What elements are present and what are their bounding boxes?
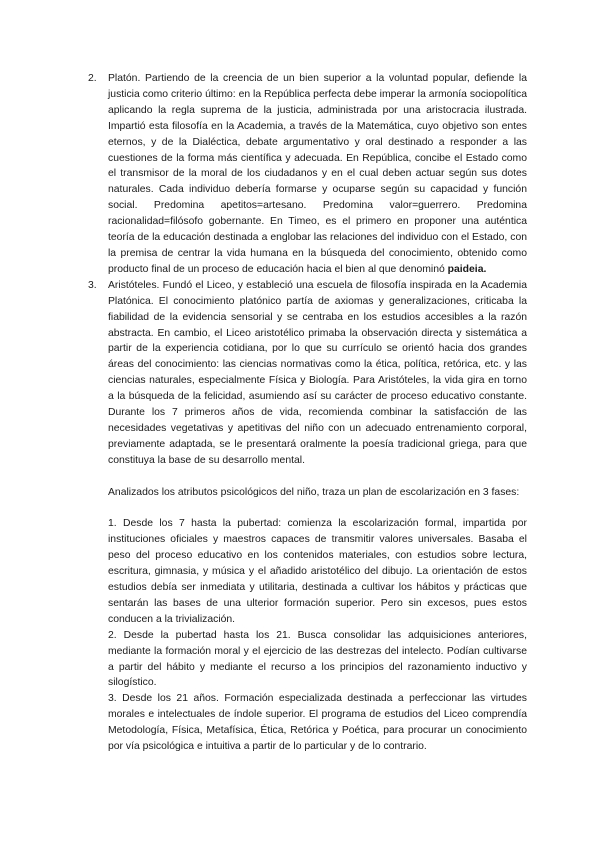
plato-paragraph (108, 71, 527, 278)
aristoteles-paragraph: Aristóteles. Fundó el Liceo, y estableció una escuela de filosofía inspirada en la Academia Platónica. El conocimiento platónico partía de axiomas y generalizaciones, criticaba la fiabilidad de la evidencia sensorial y se centraba en los estudios accesibles a la razón abstracta. En cambio, el Liceo aristotélico primaba la observación directa y sistemática a partir de la experiencia cotidiana, por lo que su currículo se orientó hacia dos grandes áreas del conocimiento: las ciencias normativas como la ética, política, retórica, etc. y las ciencias naturales, especialmente Física y Biología. Para Aristóteles, la vida gira en torno a la búsqueda de la felicidad, asumiendo así su carácter de proceso educativo constante. Durante los 7 primeros años de vida, recomienda combinar la satisfacción de las necesidades vegetativas y apetitivas del niño con un adecuado entrenamiento corporal, previamente adaptada, se le presentará oralmente la poesía tradicional griega, para que constituya la base de su desarrollo mental. (108, 279, 527, 466)
phase-2-paragraph: 2. Desde la pubertad hasta los 21. Busca consolidar las adquisiciones anteriores, mediante la formación moral y el ejercicio de las destrezas del intelecto. Podían cultivarse a partir del hábito y mediante el recurso a los principios del razonamiento inductivo y silogístico. (108, 629, 527, 689)
list-item-plato (88, 71, 527, 278)
plato-text: Platón. Partiendo de la creencia de un bien superior a la voluntad popular, defiende la justicia como criterio último: en la República perfecta debe imperar la armonía sociopolítica aplicando la regla suprema de la justicia, administrada por una aristocracia ilustrada. Impartió esta filosofía en la Academia, a través de la Matemática, cuyo objetivo son entes eternos, y de la Dialéctica, debate argumentativo y oral destinado a responder a las cuestiones de la forma más científica y adecuada. En República, concibe el Estado como el transmisor de la moral de los ciudadanos y en el cual deben actuar según sus dotes naturales. Cada individuo debería formarse y ocuparse según su capacidad y función social. Predomina apetitos=artesano. Predomina valor=guerrero. Predomina racionalidad=filósofo gobernante. En Timeo, es el primero en proponer una auténtica teoría de la educación destinada a englobar las relaciones del individuo con el Estado, con la premisa de centrar la vida humana en la búsqueda del conocimiento, obtenido como producto final de un proceso de educación hacia el bien al que denominó (108, 73, 527, 275)
document-body (88, 71, 527, 755)
list-number: 2. (88, 73, 97, 84)
list-number: 3. (88, 279, 97, 291)
intro-paragraph: Analizados los atributos psicológicos del niño, traza un plan de escolarización en 3 fases: (108, 486, 520, 498)
phase-3-paragraph: 3. Desde los 21 años. Formación especializada destinada a perfeccionar las virtudes morales e intelectuales de índole superior. El programa de estudios del Liceo comprendía Metodología, Física, Metafísica, Ética, Retórica y Poética, para procurar un conocimiento por vía psicológica e intuitiva a partir de lo particular y de lo contrario. (108, 693, 527, 753)
phase-1-paragraph: 1. Desde los 7 hasta la pubertad: comienza la escolarización formal, impartida por instituciones oficiales y maestros capaces de transmitir valores universales. Basaba el peso del proceso educativo en los contenidos materiales, con estudios sobre lectura, escritura, gimnasia, y música y el añadido aristotélico del dibujo. La orientación de estos estudios debía ser inmediata y utilitaria, destinada a cultivar los hábitos y prácticas que sentarán las bases de una ulterior formación superior. Pero sin excesos, pues estos conducen a la trivialización. (108, 518, 527, 625)
paideia-term: paideia. (447, 263, 487, 275)
list-item-aristoteles (88, 278, 527, 469)
